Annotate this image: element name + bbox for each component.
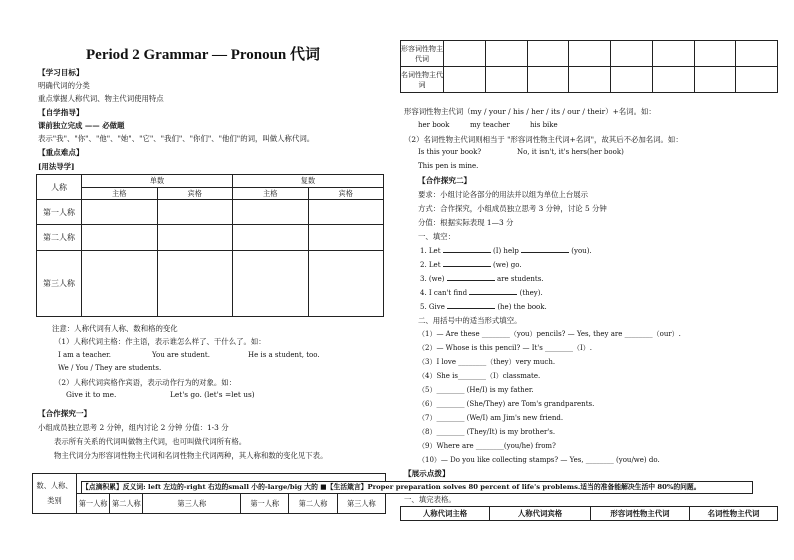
header-singular: 单数 <box>82 175 233 188</box>
table-cell[interactable] <box>308 225 384 251</box>
fill-1-text-c: (you). <box>571 247 592 255</box>
fill-4-blank[interactable] <box>469 288 517 295</box>
table-cell[interactable] <box>485 67 527 93</box>
table-cell[interactable] <box>444 41 486 67</box>
label-line-1: 数、人称、 <box>36 481 73 490</box>
col-second-person-2: 第二人称 <box>289 494 337 514</box>
table-cell[interactable] <box>694 41 736 67</box>
possessive-table <box>400 40 778 93</box>
header-plural: 复数 <box>233 175 384 188</box>
fill-5-blank[interactable] <box>447 302 495 309</box>
col-third-person-2: 第三人称 <box>337 494 385 514</box>
col-noun-possessive: 名词性物主代词 <box>690 507 778 521</box>
col-subject-pronoun: 人称代词主格 <box>401 507 490 521</box>
label-line-2: 类别 <box>47 496 62 505</box>
fill-item-4 <box>420 288 543 297</box>
adjective-example-2: my teacher <box>470 121 510 129</box>
table-cell[interactable] <box>694 67 736 93</box>
fill-item-2 <box>420 260 522 269</box>
table-cell[interactable] <box>157 225 233 251</box>
fill-4-text-b: (they). <box>519 289 543 297</box>
table-cell[interactable] <box>82 225 158 251</box>
table-cell[interactable] <box>527 67 569 93</box>
fill-3-text-b: are students. <box>496 275 544 283</box>
coop1-instruction: 小组成员独立思考 2 分钟，组内讨论 2 分钟 分值：1-3 分 <box>38 423 229 432</box>
question-1: （1）— Are these ________（you）pencils? — Yes, they are ________（our）. <box>418 330 681 338</box>
table-cell[interactable] <box>308 200 384 225</box>
question-4: （4）She is________（I）classmate. <box>418 372 541 380</box>
section-key-points-heading: 【重点难点】 <box>38 148 84 157</box>
example-1a: I am a teacher. <box>58 351 111 359</box>
col-second-person-1: 第二人称 <box>110 494 143 514</box>
table-cell[interactable] <box>569 41 611 67</box>
question-10: （10）— Do you like collecting stamps? — Yes, ________ (you/we) do. <box>418 456 660 464</box>
label-cell <box>33 474 77 514</box>
goal-2: 重点掌握人称代词、物主代词使用特点 <box>38 94 164 103</box>
table-cell[interactable] <box>82 200 158 225</box>
table-cell[interactable] <box>611 41 653 67</box>
table-cell[interactable] <box>233 225 309 251</box>
personal-pronoun-table <box>36 174 384 317</box>
question-5: （5）________ (He/I) is my father. <box>418 386 534 394</box>
usage-guide-label: [用法导学] <box>38 162 75 171</box>
table-cell[interactable] <box>308 251 384 317</box>
table-cell[interactable] <box>652 67 694 93</box>
fill-2-text-b: (we) go. <box>492 261 522 269</box>
note-2: （2）人称代词宾格作宾语，表示动作行为的对象。如： <box>54 378 237 387</box>
row-first-person: 第一人称 <box>37 200 82 225</box>
col-adjective-possessive: 形容词性物主代词 <box>591 507 690 521</box>
final-table <box>400 506 778 521</box>
noun-example-2: No, it isn't, it's hers(her book) <box>517 148 624 156</box>
possessive-intro-1: 表示所有关系的代词叫做物主代词，也可叫做代词所有格。 <box>54 437 247 446</box>
col-object-pronoun: 人称代词宾格 <box>490 507 591 521</box>
col-first-person-1: 第一人称 <box>76 494 109 514</box>
fill-item-1 <box>420 246 592 255</box>
question-3: （3）I love ________（they）very much. <box>418 358 556 366</box>
coop2-method: 方式：合作探究，小组成员独立思考 3 分钟，讨论 5 分钟 <box>418 204 607 213</box>
adjective-example-3: his bike <box>530 121 558 129</box>
example-1c: He is a student, too. <box>248 351 320 359</box>
row-third-person: 第三人称 <box>37 251 82 317</box>
part1-heading: 一、填空： <box>418 232 455 241</box>
noun-example-1: Is this your book? <box>418 148 482 156</box>
header-singular-object: 宾格 <box>157 188 233 200</box>
header-person: 人称 <box>37 175 82 200</box>
fill-1-blank-a[interactable] <box>443 246 491 253</box>
goal-1: 明确代词的分类 <box>38 81 90 90</box>
row-adjective-possessive: 形容词性物主代词 <box>401 41 444 67</box>
example-2b: Let's go. (let's =let us) <box>170 390 255 399</box>
adjective-rule: 形容词性物主代词（my / your / his / her / its / our / their）+名词。如： <box>404 107 656 116</box>
adjective-example-1: her book <box>418 121 450 129</box>
example-1d: We / You / They are students. <box>58 364 162 372</box>
question-8: （8）________ (They/It) is my brother's. <box>418 428 556 436</box>
header-singular-subject: 主格 <box>82 188 158 200</box>
part3-heading: 一、填完表格。 <box>404 495 456 504</box>
table-cell[interactable] <box>611 67 653 93</box>
fill-4-text-a: 4. I can't find <box>420 289 468 297</box>
table-cell[interactable] <box>233 200 309 225</box>
question-7: （7）________ (We/I) am Jim's new friend. <box>418 414 564 422</box>
self-study-note: 课前独立完成 —— 必做题 <box>38 121 125 130</box>
header-plural-object: 宾格 <box>308 188 384 200</box>
question-9: （9）Where are ________(you/he) from? <box>418 442 556 450</box>
question-6: （6）________ (She/They) are Tom's grandparents. <box>418 400 595 408</box>
page-title: Period 2 Grammar — Pronoun 代词 <box>86 47 321 63</box>
table-cell[interactable] <box>569 67 611 93</box>
possessive-intro-2: 物主代词分为形容词性物主代词和名词性物主代词两种，其人称和数的变化见下表。 <box>54 451 328 460</box>
note-1: （1）人称代词主格：作主语，表示谁怎么样了、干什么了。如： <box>54 337 266 346</box>
row-noun-possessive: 名词性物主代词 <box>401 67 444 93</box>
table-cell[interactable] <box>527 41 569 67</box>
noun-example-3: This pen is mine. <box>418 162 479 170</box>
fill-2-blank[interactable] <box>443 260 491 267</box>
noun-rule: （2）名词性物主代词则相当于 "形容词性物主代词+名词"，故其后不必加名词。如： <box>404 135 683 144</box>
section-coop1-heading: 【合作探究一】 <box>38 409 92 418</box>
fill-5-text-a: 5. Give <box>420 303 445 311</box>
fill-3-text-a: 3. (we) <box>420 275 445 283</box>
table-cell[interactable] <box>82 251 158 317</box>
table-cell[interactable] <box>485 41 527 67</box>
coop2-requirement: 要求：小组讨论各部分的用法并以组为单位上台展示 <box>418 190 588 199</box>
table-cell[interactable] <box>157 251 233 317</box>
section-coop2-heading: 【合作探究二】 <box>418 176 472 185</box>
table-cell[interactable] <box>233 251 309 317</box>
table-cell[interactable] <box>736 41 778 67</box>
fill-5-text-b: (he) the book. <box>497 303 547 311</box>
section-self-study-heading: 【自学指导】 <box>38 108 84 117</box>
table-cell[interactable] <box>652 41 694 67</box>
fill-1-text-b: (I) help <box>492 247 519 255</box>
coop2-score: 分值：根据实际表现 1—3 分 <box>418 218 514 227</box>
fill-1-blank-b[interactable] <box>521 246 569 253</box>
question-2: （2）— Whose is this pencil? — It's ________（I）. <box>418 344 593 352</box>
table-cell[interactable] <box>736 67 778 93</box>
header-plural-subject: 主格 <box>233 188 309 200</box>
fill-item-5 <box>420 302 547 311</box>
col-first-person-2: 第一人称 <box>241 494 289 514</box>
example-1b: You are student. <box>152 351 210 359</box>
fill-item-3 <box>420 274 544 283</box>
fill-2-text-a: 2. Let <box>420 261 441 269</box>
accumulation-banner: 【点滴积累】反义词: left 左边的-right 右边的small 小的-large/big 大的 ■【生活箴言】Proper preparation solves 80 percent of life's problems.适当的准备能解决生活中 80%的问题。 <box>81 481 753 494</box>
note-text: 注意：人称代词有人称、数和格的变化 <box>52 324 178 333</box>
section-goals-heading: 【学习目标】 <box>38 68 84 77</box>
row-second-person: 第二人称 <box>37 225 82 251</box>
example-2a: Give it to me. <box>66 390 117 399</box>
fill-3-blank[interactable] <box>447 274 495 281</box>
section-display-heading: 【展示点拨】 <box>404 469 450 478</box>
table-cell[interactable] <box>444 67 486 93</box>
fill-1-text-a: 1. Let <box>420 247 441 255</box>
part2-heading: 二、用括号中的适当形式填空。 <box>418 316 522 325</box>
col-third-person-1: 第三人称 <box>143 494 241 514</box>
table-cell[interactable] <box>157 200 233 225</box>
intro-text: 表示"我"、"你"、"他"、"她"、"它"、"我们"、"你们"、"他们"的词，叫做人称代词。 <box>38 134 315 143</box>
